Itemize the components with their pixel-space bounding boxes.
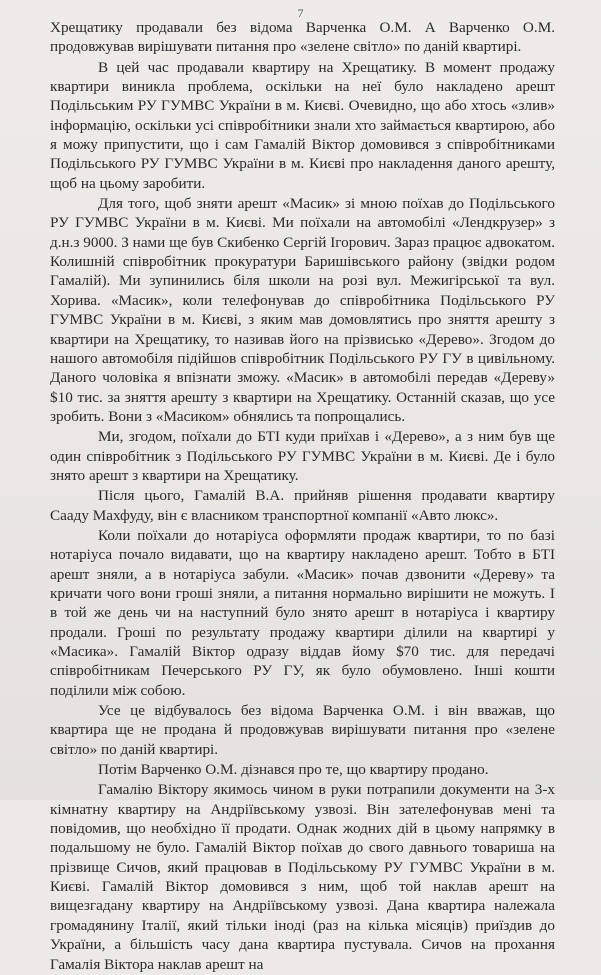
paragraph: Після цього, Гамалій В.А. прийняв рішення продавати квартиру Сааду Махфуду, він є власником транспортної компанії «Авто люкс».	[50, 487, 555, 524]
paragraph: Хрещатику продавали без відома Варченка О.М. А Варченко О.М. продовжував вирішувати питання про «зелене світло» по даній квартирі.	[50, 19, 555, 56]
paragraph: Усе це відбувалось без відома Варченка О.М. і він вважав, що квартира ще не продана й продовжував вирішувати питання про «зелене світло» по даній квартирі.	[50, 702, 555, 758]
paragraph: Гамалію Віктору якимось чином в руки потрапили документи на 3-х кімнатну квартиру на Андріївському узвозі. Він зателефонував мені та повідомив, що необхідно її продати. Однак жодних дій в цьому напрямку в подальшому не було. Гамалій Віктор поїхав до свого давнього товариша на прізвище Сичов, який працював в Подільському РУ ГУМВС України в м. Києві. Гамалій Віктор домовився з ним, щоб той наклав арешт на вищезгадану квартиру на Андріївському узвозі. Дана квартира належала громадянину Італії, який тільки іноді (раз на кілька місяців) приїздив до України, а більшість часу дана квартира пустувала. Сичов на прохання Гамалія Віктора наклав арешт на	[50, 781, 555, 973]
paragraph: Для того, щоб зняти арешт «Масик» зі мною поїхав до Подільського РУ ГУМВС України в м. Києві. Ми поїхали на автомобілі «Лендкрузер» з д.н.з 9000. З нами ще був Скибенко Сергій Ігорович. Зараз працює адвокатом. Колишній співробітник прокуратури Баришівського району (звідки родом Гамалій). Ми зупинились біля школи на розі вул. Межигірської та вул. Хорива. «Масик», коли телефонував до співробітника Подільського РУ ГУМВС України в м. Києві, з яким мав домовлятись про зняття арешту з квартири на Хрещатику, то називав його на прізвисько «Дерево». Згодом до нашого автомобіля підійшов співробітник Подільського РУ ГУ в цивільному. Даного чоловіка я впізнати зможу. «Масик» в автомобілі передав «Дереву» $10 тис. за зняття арешту з квартири на Хрещатику. Останній сказав, що усе зробить. Вони з «Масиком» обнялись та попрощались.	[50, 195, 555, 425]
paragraph: В цей час продавали квартиру на Хрещатику. В момент продажу квартири виникла проблема, оскільки на неї було накладено арешт Подільським РУ ГУМВС України в м. Києві. Очевидно, що або хтось «злив» інформацію, оскільки усі співробітники знали хто займається квартирою, або я можу припустити, що і сам Гамалій Віктор домовився з співробітниками Подільського РУ ГУМВС України в м. Києві про накладення даного арешту, щоб на цьому заробити.	[50, 58, 555, 192]
page-number: 7	[297, 6, 304, 20]
document-body	[50, 18, 555, 975]
paragraph: Коли поїхали до нотаріуса оформляти продаж квартири, то по базі нотаріуса почало видавати, що на квартиру накладено арешт. Тобто в БТІ арешт зняли, а в нотаріуса забули. «Масик» почав дзвонити «Дереву» та кричати чого вони гроші зняли, а питання нормально вирішити не можуть. І в той же день чи на наступний було знято арешт в нотаріуса і квартиру продали. Гроші по результату продажу квартири ділили на квартирі у «Масика». Гамалій Віктор одразу віддав йому $70 тис. для передачі співробітникам Печерського РУ ГУ, як було обумовлено. Інші кошти поділили між собою.	[50, 526, 555, 699]
paragraph: Потім Варченко О.М. дізнався про те, що квартиру продано.	[98, 761, 489, 779]
paragraph: Ми, згодом, поїхали до БТІ куди приїхав і «Дерево», а з ним був ще один співробітник з Подільського РУ ГУМВС України в м. Києві. Де і було знято арешт з квартири на Хрещатику.	[50, 428, 555, 484]
